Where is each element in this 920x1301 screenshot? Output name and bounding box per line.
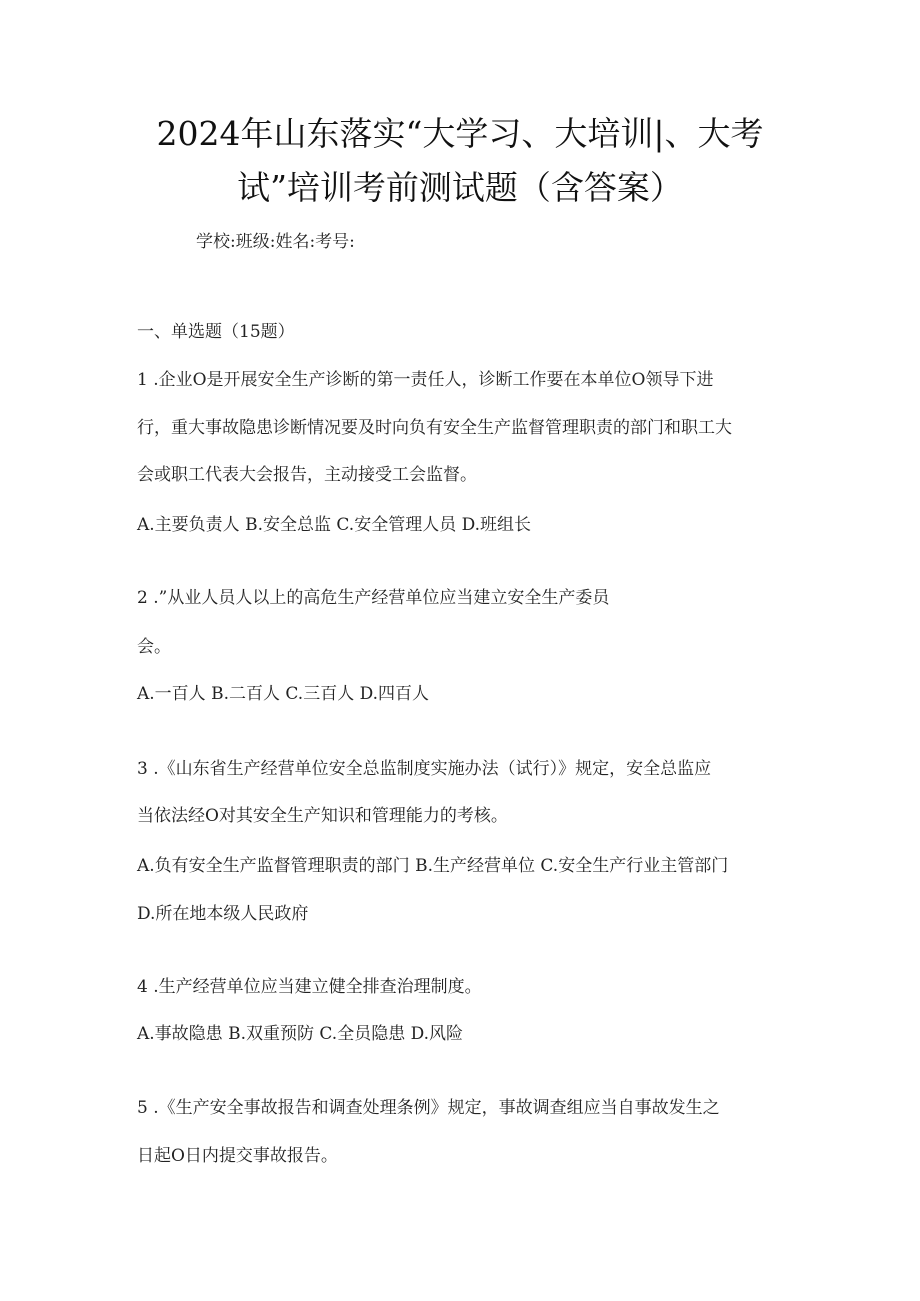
question-1-line-3: 会或职工代表大会报告，主动接受工会监督。 [137, 465, 477, 485]
question-3-options-line-1: A.负有安全生产监督管理职责的部门 B.生产经营单位 C.安全生产行业主管部门 [137, 856, 729, 876]
question-1-line-2: 行，重大事故隐患诊断情况要及时向负有安全生产监督管理职责的部门和职工大 [137, 418, 732, 438]
question-1-line-1: 1 .企业O是开展安全生产诊断的第一责任人，诊断工作要在本单位O领导下进 [137, 370, 714, 390]
question-4-options: A.事故隐患 B.双重预防 C.全员隐患 D.风险 [137, 1024, 464, 1044]
document-title-line-1: 2024年山东落实“大学习、大培训|、大考 [156, 114, 764, 153]
question-5-line-2: 日起O日内提交事故报告。 [137, 1146, 338, 1166]
question-3-options-line-2: D.所在地本级人民政府 [137, 904, 309, 924]
question-2-options: A.一百人 B.二百人 C.三百人 D.四百人 [137, 684, 430, 704]
question-5-line-1: 5 .《生产安全事故报告和调查处理条例》规定，事故调查组应当自事故发生之 [137, 1098, 720, 1118]
question-1-options: A.主要负责人 B.安全总监 C.安全管理人员 D.班组长 [137, 515, 532, 535]
student-info-line: 学校:班级:姓名:考号: [196, 232, 355, 252]
question-2-line-2: 会。 [137, 637, 171, 657]
question-4-line-1: 4 .生产经营单位应当建立健全排查治理制度。 [137, 977, 482, 997]
question-2-line-1: 2 .”从业人员人以上的高危生产经营单位应当建立安全生产委员 [137, 588, 610, 608]
question-3-line-2: 当依法经O对其安全生产知识和管理能力的考核。 [137, 806, 508, 826]
question-3-line-1: 3 .《山东省生产经营单位安全总监制度实施办法（试行）》规定，安全总监应 [137, 759, 712, 779]
document-title-line-2: 试”培训考前测试题（含答案） [237, 168, 683, 207]
section-heading: 一、单选题（15题） [137, 322, 295, 342]
